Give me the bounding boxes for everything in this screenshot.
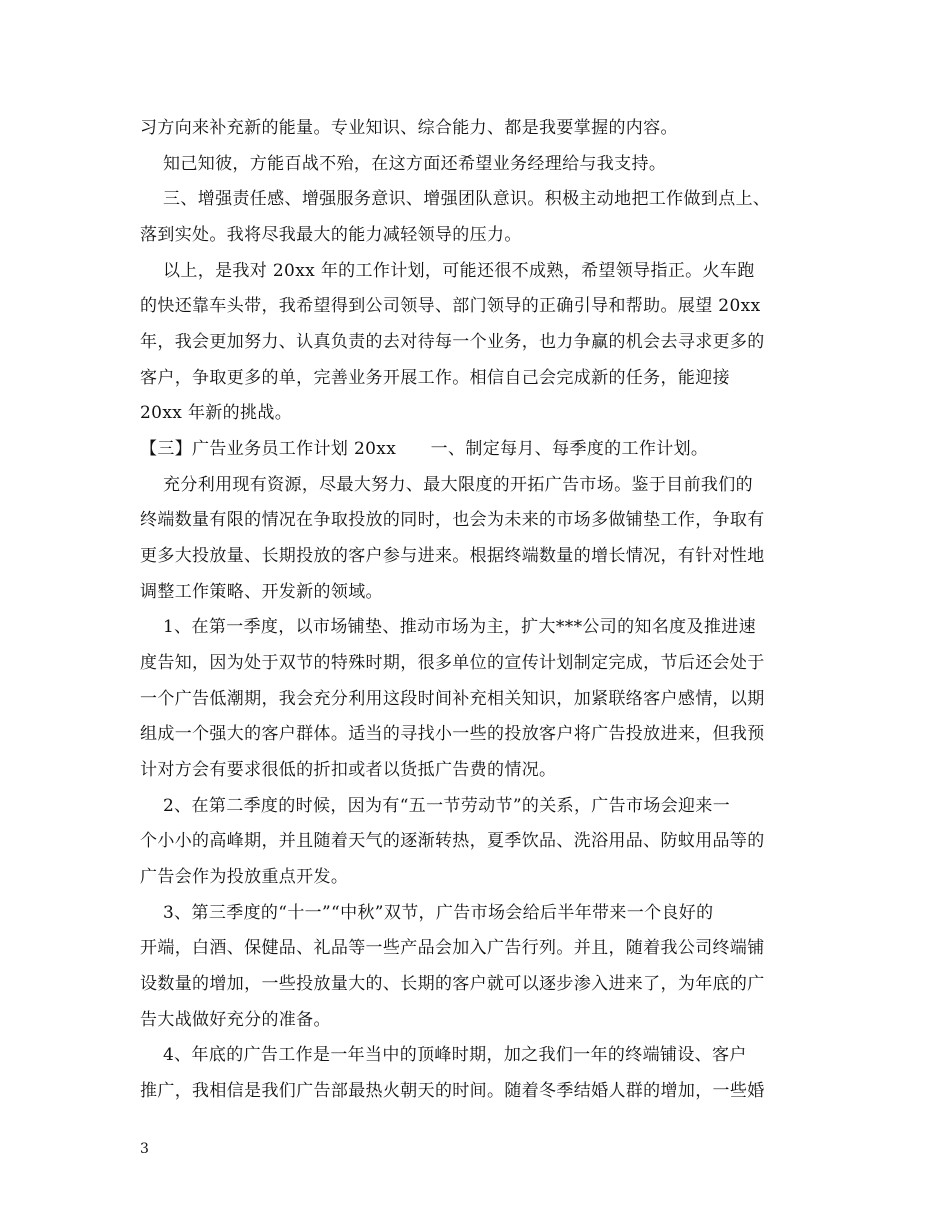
text-line: 度告知，因为处于双节的特殊时期，很多单位的宣传计划制定完成，节后还会处于 [140, 653, 765, 673]
text-line: 三、增强责任感、增强服务意识、增强团队意识。积极主动地把工作做到点上、 [140, 189, 771, 209]
text-line: 1、在第一季度，以市场铺垫、推动市场为主，扩大***公司的知名度及推进速 [140, 617, 756, 637]
text-line: 2、在第二季度的时候，因为有“五一节劳动节”的关系，广告市场会迎来一 [140, 796, 731, 816]
text-line: 知己知彼，方能百战不殆，在这方面还希望业务经理给与我支持。 [140, 154, 667, 174]
text-line: 4、年底的广告工作是一年当中的顶峰时期，加之我们一年的终端铺设、客户 [140, 1045, 747, 1065]
text-line: 组成一个强大的客户群体。适当的寻找小一些的投放客户将广告投放进来，但我预 [140, 724, 765, 744]
section-heading: 【三】广告业务员工作计划 20xx 一、制定每月、每季度的工作计划。 [140, 439, 709, 459]
text-line: 习方向来补充新的能量。专业知识、综合能力、都是我要掌握的内容。 [140, 118, 678, 138]
text-line: 广告会作为投放重点开发。 [140, 867, 349, 887]
text-line: 更多大投放量、长期投放的客户参与进来。根据终端数量的增长情况，有针对性地 [140, 546, 765, 566]
text-line: 一个广告低潮期，我会充分利用这段时间补充相关知识，加紧联络客户感情，以期 [140, 689, 765, 709]
text-line: 终端数量有限的情况在争取投放的同时，也会为未来的市场多做铺垫工作，争取有 [140, 510, 765, 530]
page-number: 3 [140, 1141, 149, 1157]
text-line: 年，我会更加努力、认真负责的去对待每一个业务，也力争赢的机会去寻求更多的 [140, 332, 765, 352]
text-line: 开端，白酒、保健品、礼品等一些产品会加入广告行列。并且，随着我公司终端铺 [140, 938, 765, 958]
text-line: 客户，争取更多的单，完善业务开展工作。相信自己会完成新的任务，能迎接 [140, 368, 730, 388]
text-line: 20xx 年新的挑战。 [140, 403, 293, 423]
text-line: 计对方会有要求很低的折扣或者以货抵广告费的情况。 [140, 760, 557, 780]
text-line: 落到实处。我将尽我最大的能力减轻领导的压力。 [140, 225, 522, 245]
text-line: 推广，我相信是我们广告部最热火朝天的时间。随着冬季结婚人群的增加，一些婚 [140, 1081, 765, 1101]
text-line: 3、第三季度的“十一”“中秋”双节，广告市场会给后半年带来一个良好的 [140, 903, 714, 923]
text-line: 以上，是我对 20xx 年的工作计划，可能还很不成熟，希望领导指正。火车跑 [140, 261, 755, 281]
text-line: 调整工作策略、开发新的领域。 [140, 582, 383, 602]
text-line: 的快还靠车头带，我希望得到公司领导、部门领导的正确引导和帮助。展望 20xx [140, 296, 761, 316]
text-line: 充分利用现有资源，尽最大努力、最大限度的开拓广告市场。鉴于目前我们的 [140, 475, 753, 495]
text-line: 告大战做好充分的准备。 [140, 1010, 331, 1030]
text-line: 个小小的高峰期，并且随着天气的逐渐转热，夏季饮品、洗浴用品、防蚊用品等的 [140, 831, 765, 851]
text-line: 设数量的增加，一些投放量大的、长期的客户就可以逐步渗入进来了，为年底的广 [140, 974, 765, 994]
